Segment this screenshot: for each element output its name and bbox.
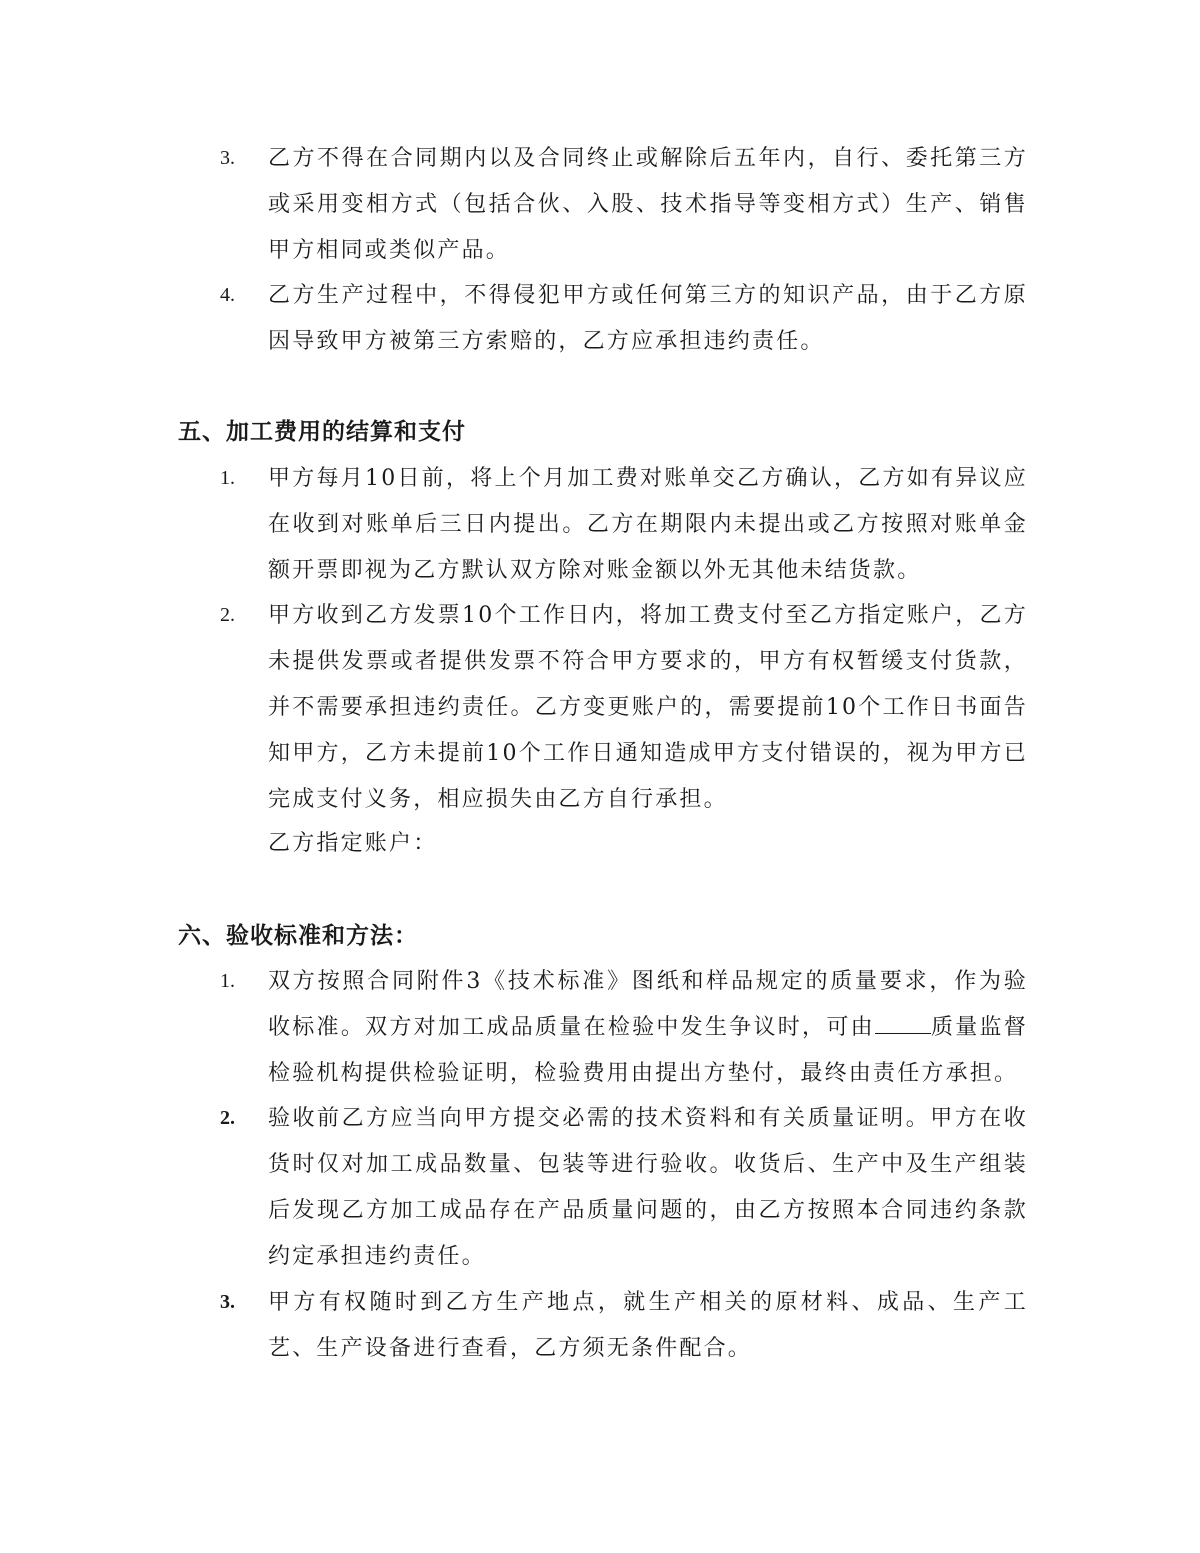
clause-text-part: 质量监督检验机构提供检验证明，检验费用由提出方垫付，最终由责任方承担。: [268, 1015, 1028, 1086]
clause-text: [268, 959, 1028, 1097]
clause-text: 验收前乙方应当向甲方提交必需的技术资料和有关质量证明。甲方在收货时仅对加工成品数量、包装等进行验收。收货后、生产中及生产组装后发现乙方加工成品存在产品质量问题的，由乙方按照本合同违约条款约定承担违约责任。: [268, 1106, 1028, 1269]
clause-4-3: [220, 136, 1040, 274]
section-6-heading: 六、验收标准和方法：: [178, 922, 418, 949]
clause-text: 乙方生产过程中，不得侵犯甲方或任何第三方的知识产品，由于乙方原因导致甲方被第三方索赔的，乙方应承担违约责任。: [268, 283, 1028, 354]
clause-text: 甲方有权随时到乙方生产地点，就生产相关的原材料、成品、生产工艺、生产设备进行查看，乙方须无条件配合。: [268, 1290, 1028, 1361]
fill-in-blank[interactable]: [875, 1011, 931, 1034]
clause-text: 甲方每月10日前，将上个月加工费对账单交乙方确认，乙方如有异议应在收到对账单后三日内提出。乙方在期限内未提出或乙方按照对账单金额开票即视为乙方默认双方除对账金额以外无其他未结货款。: [268, 466, 1028, 583]
clause-number: 2.: [220, 1107, 235, 1129]
clause-5-2: [220, 593, 1040, 823]
clause-text-part: 双方按照合同附件3《技术标准》图纸和样品规定的质量要求，作为验收标准。双方对加工成品质量在检验中发生争议时，可由: [268, 969, 1028, 1040]
clause-number: 4.: [220, 284, 235, 306]
clause-text: 乙方不得在合同期内以及合同终止或解除后五年内，自行、委托第三方或采用变相方式（包括合伙、入股、技术指导等变相方式）生产、销售甲方相同或类似产品。: [268, 146, 1028, 263]
clause-number: 1.: [220, 970, 235, 992]
section-5-heading: 五、加工费用的结算和支付: [178, 418, 466, 445]
clause-number: 2.: [220, 604, 235, 626]
clause-number: 3.: [220, 147, 235, 169]
clause-6-1: [220, 959, 1040, 1097]
clause-6-2: [220, 1096, 1040, 1280]
clause-number: 1.: [220, 467, 235, 489]
clause-6-3: [220, 1280, 1040, 1372]
clause-text: 甲方收到乙方发票10个工作日内，将加工费支付至乙方指定账户，乙方未提供发票或者提供发票不符合甲方要求的，甲方有权暂缓支付货款，并不需要承担违约责任。乙方变更账户的，需要提前10个工作日书面告知甲方，乙方未提前10个工作日通知造成甲方支付错误的，视为甲方已完成支付义务，相应损失由乙方自行承担。: [268, 603, 1028, 812]
account-label: 乙方指定账户：: [268, 831, 438, 856]
clause-4-4: [220, 273, 1040, 365]
clause-5-1: [220, 456, 1040, 594]
clause-number: 3.: [220, 1291, 235, 1313]
